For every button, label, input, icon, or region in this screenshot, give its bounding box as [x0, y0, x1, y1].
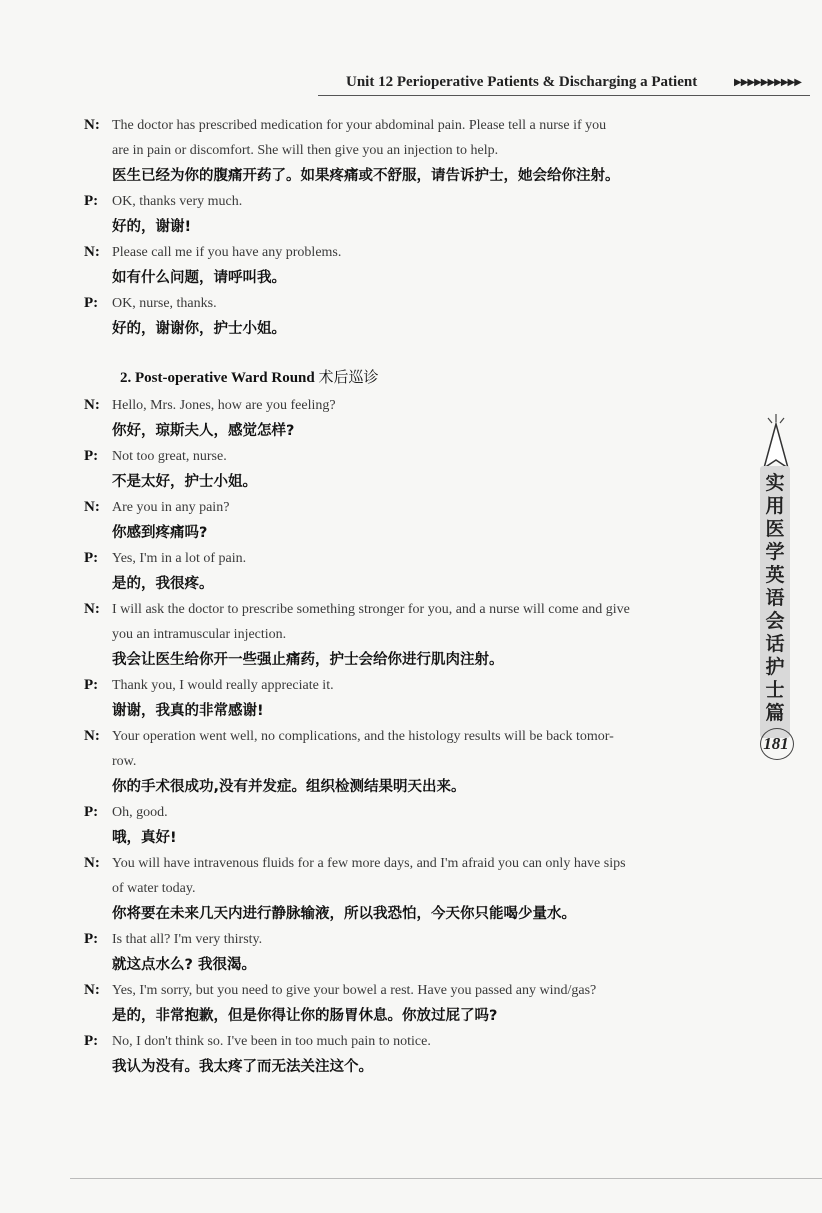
- dialogue-turn: [84, 851, 734, 927]
- english-line: [84, 393, 734, 418]
- english-line: [84, 113, 734, 138]
- english-line: [84, 240, 734, 265]
- english-line: [84, 546, 734, 571]
- english-text: Yes, I'm in a lot of pain.: [112, 551, 247, 566]
- english-line: [84, 597, 734, 622]
- chinese-translation: 好的，谢谢你，护士小姐。: [112, 321, 286, 337]
- speaker-label: P:: [84, 804, 99, 820]
- english-line: [84, 724, 734, 749]
- english-line: [84, 876, 734, 901]
- running-title: Unit 12 Perioperative Patients & Discharging a Patient: [346, 74, 698, 90]
- english-text: Yes, I'm sorry, but you need to give your bowel a rest. Have you passed any wind/gas?: [112, 983, 597, 998]
- english-text: Oh, good.: [112, 805, 168, 820]
- dialogue-turn: [84, 800, 734, 851]
- dialogue-turn: [84, 113, 734, 189]
- chinese-translation: 是的，我很疼。: [112, 576, 214, 592]
- dialogue-turn: [84, 927, 734, 978]
- dialogue-turn: [84, 673, 734, 724]
- chinese-translation: 医生已经为你的腹痛开药了。如果疼痛或不舒服，请告诉护士，她会给你注射。: [112, 168, 620, 184]
- chinese-translation: 哦，真好!: [112, 830, 177, 846]
- english-line: [84, 622, 734, 647]
- english-line: [84, 749, 734, 774]
- chinese-translation: 我认为没有。我太疼了而无法关注这个。: [112, 1059, 373, 1075]
- chinese-translation: 你感到疼痛吗?: [112, 525, 208, 541]
- chinese-translation: 是的，非常抱歉，但是你得让你的肠胃休息。你放过屁了吗?: [112, 1008, 498, 1024]
- english-text: row.: [112, 754, 137, 769]
- section-title-zh: 术后巡诊: [318, 368, 379, 386]
- english-text: Your operation went well, no complications, and the histology results will be back tomor-: [112, 729, 614, 744]
- english-text: are in pain or discomfort. She will then give you an injection to help.: [112, 143, 499, 158]
- english-text: No, I don't think so. I've been in too much pain to notice.: [112, 1034, 431, 1049]
- dialogue-turn: [84, 1029, 734, 1080]
- book-title-vertical: 实用医学英语会话 护士篇: [765, 472, 785, 724]
- english-line: [84, 927, 734, 952]
- english-line: [84, 673, 734, 698]
- dialogue-turn: [84, 978, 734, 1029]
- dialogue-content: [84, 113, 734, 1080]
- english-text: Hello, Mrs. Jones, how are you feeling?: [112, 398, 336, 413]
- dialogue-turn: [84, 495, 734, 546]
- english-text: Thank you, I would really appreciate it.: [112, 678, 334, 693]
- chinese-translation: 谢谢，我真的非常感谢!: [112, 703, 264, 719]
- english-line: [84, 189, 734, 214]
- dialogue-turn: [84, 240, 734, 291]
- speaker-label: P:: [84, 295, 99, 311]
- dialogue-turn: [84, 393, 734, 444]
- english-text: Please call me if you have any problems.: [112, 245, 342, 260]
- arrow-decoration-icon: ▶▶▶▶▶▶▶▶▶▶: [734, 77, 801, 88]
- chinese-translation: 就这点水么? 我很渴。: [112, 957, 256, 973]
- flag-arrow-icon: [758, 410, 794, 470]
- speaker-label: P:: [84, 550, 99, 566]
- side-tab: [758, 410, 794, 760]
- english-line: [84, 138, 734, 163]
- english-line: [84, 291, 734, 316]
- speaker-label: P:: [84, 193, 99, 209]
- dialogue-turn: [84, 291, 734, 342]
- english-text: of water today.: [112, 881, 196, 896]
- dialogue-turn: [84, 444, 734, 495]
- dialogue-turn: [84, 546, 734, 597]
- page-number: 181: [763, 734, 789, 753]
- english-text: Not too great, nurse.: [112, 449, 227, 464]
- english-line: [84, 978, 734, 1003]
- english-text: OK, thanks very much.: [112, 194, 243, 209]
- english-line: [84, 444, 734, 469]
- speaker-label: N:: [84, 855, 100, 871]
- dialogue-turn: [84, 724, 734, 800]
- speaker-label: P:: [84, 1033, 99, 1049]
- english-line: [84, 495, 734, 520]
- chinese-translation: 如有什么问题，请呼叫我。: [112, 270, 286, 286]
- english-text: You will have intravenous fluids for a few more days, and I'm afraid you can only have sips: [112, 856, 626, 871]
- header-rule: [318, 95, 810, 96]
- speaker-label: N:: [84, 728, 100, 744]
- speaker-label: P:: [84, 677, 99, 693]
- english-line: [84, 800, 734, 825]
- english-text: I will ask the doctor to prescribe something stronger for you, and a nurse will come and give: [112, 602, 630, 617]
- dialogue-part-2: [84, 393, 734, 1080]
- chinese-translation: 你将要在未来几天内进行静脉输液，所以我恐怕，今天你只能喝少量水。: [112, 906, 576, 922]
- speaker-label: N:: [84, 601, 100, 617]
- speaker-label: P:: [84, 931, 99, 947]
- speaker-label: N:: [84, 244, 100, 260]
- english-text: you an intramuscular injection.: [112, 627, 287, 642]
- english-text: Are you in any pain?: [112, 500, 230, 515]
- footer-rule: [70, 1178, 822, 1179]
- chinese-translation: 我会让医生给你开一些强止痛药，护士会给你进行肌肉注射。: [112, 652, 504, 668]
- dialogue-part-1: [84, 113, 734, 342]
- chinese-translation: 不是太好，护士小姐。: [112, 474, 257, 490]
- section-title-en: 2. Post-operative Ward Round: [120, 370, 315, 386]
- page-header: [0, 74, 822, 98]
- chinese-translation: 你的手术很成功,没有并发症。组织检测结果明天出来。: [112, 779, 466, 795]
- speaker-label: P:: [84, 448, 99, 464]
- english-line: [84, 1029, 734, 1054]
- english-line: [84, 851, 734, 876]
- english-text: The doctor has prescribed medication for your abdominal pain. Please tell a nurse if you: [112, 118, 607, 133]
- english-text: Is that all? I'm very thirsty.: [112, 932, 263, 947]
- speaker-label: N:: [84, 397, 100, 413]
- chinese-translation: 你好，琼斯夫人，感觉怎样?: [112, 423, 295, 439]
- english-text: OK, nurse, thanks.: [112, 296, 217, 311]
- speaker-label: N:: [84, 982, 100, 998]
- speaker-label: N:: [84, 117, 100, 133]
- dialogue-turn: [84, 189, 734, 240]
- chinese-translation: 好的，谢谢!: [112, 219, 192, 235]
- section-title: [84, 364, 734, 391]
- speaker-label: N:: [84, 499, 100, 515]
- dialogue-turn: [84, 597, 734, 673]
